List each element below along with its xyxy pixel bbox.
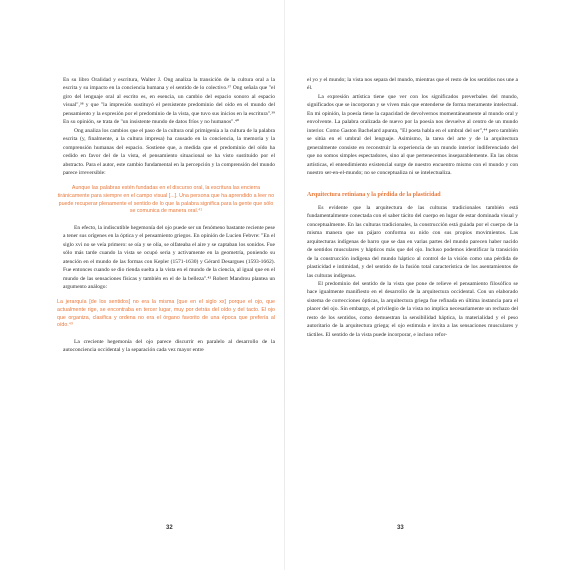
pull-quote: La jerarquía [de los sentidos] no era la misma [que en el siglo xx] porque el ojo, que actualmente rige, se encontraba en tercer lugar, muy por detrás del oído y del tacto. El ojo que organiza, clasifica y ordena no era el órgano favorito de una época que prefería al oído.⁴³ bbox=[57, 299, 275, 329]
page-number: 33 bbox=[397, 525, 404, 531]
paragraph: La expresión artística tiene que ver con los significados preverbales del mundo, significados que se incorporan y se viven más que entenderse de forma meramente intelectual. En mi opinión, la poesía tiene la capacidad de devolvernos momentáneamente al mundo oral y envolvente. La palabra oralizada de nuevo por la poesía nos devuelve al centro de un mundo interior. Como Gaston Bachelard apunta, "El poeta habla en el umbral del ser",⁴⁴ pero también se sitúa en el umbral del lenguaje. Asimismo, la tarea del arte y de la arquitectura generalmente consiste en reconstruir la experiencia de un mundo interior indiferenciado del que no somos simples espectadores, sino al que pertenecemos inseparablemente. En las obras artísticas, el entendimiento existencial surge de nuestro encuentro mismo con el mundo y con nuestro ser-en-el-mundo; no se conceptualiza ni se intelectualiza. bbox=[307, 93, 518, 176]
paragraph: Es evidente que la arquitectura de las culturas tradicionales también está fundamentalmente conectada con el saber tácito del cuerpo en lugar de estar dominada visual y conceptualmente. En las culturas tradicionales, la construcción está guiada por el cuerpo de la misma manera que un pájaro conforma su nido con sus propios movimientos. Las arquitecturas indígenas de barro que se dan en varias partes del mundo parecen haber nacido de sentidos musculares y hápticos más que del ojo. Incluso podemos identificar la transición de la construcción indígena del mundo háptico al control de la visión como una pérdida de plasticidad e intimidad, y del sentido de la fusión total característica de los asentamientos de las culturas indígenas. bbox=[307, 204, 519, 279]
section-spacer bbox=[307, 177, 518, 191]
paragraph: En efecto, la indiscutible hegemonía del ojo puede ser un fenómeno bastante reciente pese a tener sus orígenes en la óptica y el pensamiento griegos. En opinión de Lucien Febvre: "En el siglo xvi no se veía primero: se oía y se olía, se olfateaba el aire y se captaban los sonidos. Fue sólo más tarde cuando la vista se ocupó seria y activamente en la geometría, poniendo su atención en el mundo de las formas con Kepler (1571-1630) y Gérard Desargues (1593-1662). Fue entonces cuando se dio rienda suelta a la vista en el mundo de la ciencia, al igual que en el mundo de las sensaciones físicas y también en el de la belleza".⁴² Robert Mandrou plantea un argumento análogo: bbox=[63, 224, 275, 290]
paragraph: La creciente hegemonía del ojo parece discurrir en paralelo al desarrollo de la autoconciencia occidental y la separación cada vez mayor entre bbox=[63, 338, 275, 354]
paragraph: El predominio del sentido de la vista que pone de relieve el pensamiento filosófico se hace igualmente manifiesto en el desarrollo de la arquitectura occidental. Con un elaborado sistema de correcciones ópticas, la arquitectura griega fue refinada en última instancia para el placer del ojo. Sin embargo, el privilegio de la vista no implica necesariamente un rechazo del resto de los sentidos, como demuestran la sensibilidad háptica, la materialidad y el peso autoritario de la arquitectura griega; el ojo estimula e invita a las sensaciones musculares y táctiles. El sentido de la vista puede incorporar, e incluso refor- bbox=[307, 280, 518, 338]
pull-quote: Aunque las palabras estén fundadas en el discurso oral, la escritura las encierra tiránicamente para siempre en el campo visual [...]. Una persona que ha aprendido a leer no puede recuperar plenamente el sentido de lo que la palabra significa para la gente que sólo se comunica de manera oral.⁴¹ bbox=[57, 185, 275, 215]
section-heading: Arquitectura retiniana y la pérdida de la plasticidad bbox=[307, 192, 441, 199]
right-page bbox=[285, 0, 570, 570]
paragraph: el yo y el mundo; la vista nos separa del mundo, mientras que el resto de los sentidos nos une a él. bbox=[307, 77, 518, 92]
right-text-column bbox=[307, 76, 518, 339]
paragraph: En su libro Oralidad y escritura, Walter J. Ong analiza la transición de la cultura oral a la escrita y su impacto en la conciencia humana y el sentido de lo colectivo.³⁷ Ong señala que "el giro del lenguaje oral al escrito es, en esencia, un cambio del espacio sonoro al espacio visual",³⁸ y que "la impresión sustituyó el persistente predominio del oído en el mundo del pensamiento y la expresión por el predominio de la vista, que tuvo sus inicios en la escritura".³⁹ En su opinión, se trata de "un insistente mundo de datos fríos y no humanos".⁴⁰ bbox=[63, 77, 275, 126]
page-number: 32 bbox=[166, 525, 173, 531]
left-text-column bbox=[57, 76, 275, 355]
paragraph: Ong analiza los cambios que el paso de la cultura oral primigenia a la cultura de la palabra escrita (y, finalmente, a la cultura impresa) ha causado en la conciencia, la memoria y la comprensión humanas del espacio. Sostiene que, a medida que el predominio del oído ha cedido en favor del de la vista, el pensamiento situacional se ha visto sustituido por el abstracto. Para el autor, este cambio fundamental en la percepción y la comprensión del mundo parece irreversible: bbox=[63, 127, 275, 176]
